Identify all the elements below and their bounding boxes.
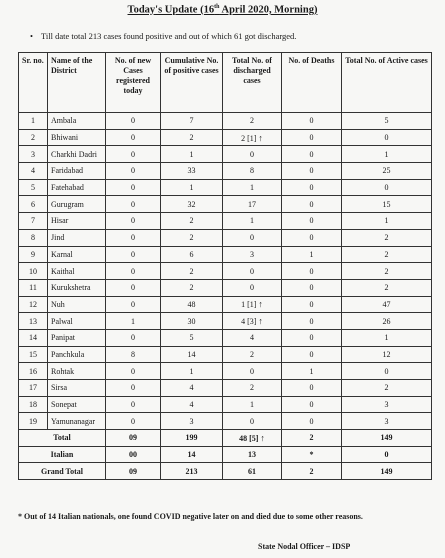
up-arrow-icon: ↑ — [258, 316, 263, 327]
cell-district: Kaithal — [48, 263, 106, 280]
table-body — [19, 113, 432, 430]
cell-deaths: 0 — [282, 179, 342, 196]
table-row — [19, 346, 432, 363]
table-row — [19, 129, 432, 146]
italian-row — [19, 446, 432, 463]
cell-active: 2 — [342, 279, 432, 296]
cell-deaths: 0 — [282, 263, 342, 280]
table-row — [19, 363, 432, 380]
cell-sr: 14 — [19, 329, 48, 346]
cell-active: 25 — [342, 163, 432, 180]
cell-discharged: 48 [5] ↑ — [223, 430, 282, 447]
cell-cumulative: 5 — [161, 329, 223, 346]
table-row — [19, 380, 432, 397]
up-arrow-icon: ↑ — [258, 299, 263, 310]
cell-district: Yamunanagar — [48, 413, 106, 430]
table-row — [19, 179, 432, 196]
cell-active: 2 — [342, 246, 432, 263]
column-header: Name of the District — [48, 53, 106, 113]
table-row — [19, 413, 432, 430]
cell-active: 0 — [342, 363, 432, 380]
table-row — [19, 246, 432, 263]
cell-discharged: 4 [3] ↑ — [223, 313, 282, 330]
row-label: Italian — [19, 446, 106, 463]
cell-deaths: 0 — [282, 229, 342, 246]
cell-district: Faridabad — [48, 163, 106, 180]
table-row — [19, 296, 432, 313]
column-header: Cumulative No. of positive cases — [161, 53, 223, 113]
cell-deaths: 2 — [282, 463, 342, 480]
cell-deaths: * — [282, 446, 342, 463]
cell-new: 0 — [106, 413, 161, 430]
cell-new: 0 — [106, 296, 161, 313]
cell-district: Rohtak — [48, 363, 106, 380]
cell-district: Panipat — [48, 329, 106, 346]
cell-district: Sonepat — [48, 396, 106, 413]
cell-sr: 17 — [19, 380, 48, 397]
cell-new: 09 — [106, 430, 161, 447]
cell-cumulative: 14 — [161, 446, 223, 463]
cell-cumulative: 3 — [161, 413, 223, 430]
cell-active: 2 — [342, 229, 432, 246]
cell-active: 1 — [342, 146, 432, 163]
cell-deaths: 0 — [282, 129, 342, 146]
cell-discharged: 0 — [223, 363, 282, 380]
table-row — [19, 163, 432, 180]
cell-sr: 19 — [19, 413, 48, 430]
cell-deaths: 0 — [282, 213, 342, 230]
table-row — [19, 329, 432, 346]
column-header: Sr. no. — [19, 53, 48, 113]
cell-active: 2 — [342, 380, 432, 397]
cell-new: 0 — [106, 163, 161, 180]
cell-district: Panchkula — [48, 346, 106, 363]
cell-discharged: 1 [1] ↑ — [223, 296, 282, 313]
cell-new: 0 — [106, 279, 161, 296]
cell-discharged: 61 — [223, 463, 282, 480]
cell-deaths: 0 — [282, 329, 342, 346]
cell-new: 0 — [106, 263, 161, 280]
cell-new: 0 — [106, 196, 161, 213]
cell-cumulative: 2 — [161, 263, 223, 280]
cell-cumulative: 2 — [161, 213, 223, 230]
cell-active: 0 — [342, 129, 432, 146]
cell-cumulative: 6 — [161, 246, 223, 263]
cell-new: 0 — [106, 329, 161, 346]
cell-deaths: 0 — [282, 413, 342, 430]
cell-active: 149 — [342, 430, 432, 447]
column-header: No. of new Cases registered today — [106, 53, 161, 113]
signature: State Nodal Officer – IDSP — [258, 542, 351, 551]
cell-discharged: 17 — [223, 196, 282, 213]
cell-sr: 18 — [19, 396, 48, 413]
cell-active: 3 — [342, 413, 432, 430]
cell-deaths: 0 — [282, 113, 342, 130]
cell-active: 5 — [342, 113, 432, 130]
cell-district: Nuh — [48, 296, 106, 313]
row-label: Grand Total — [19, 463, 106, 480]
cell-cumulative: 4 — [161, 380, 223, 397]
table-row — [19, 279, 432, 296]
cell-sr: 12 — [19, 296, 48, 313]
cell-district: Ambala — [48, 113, 106, 130]
cell-new: 09 — [106, 463, 161, 480]
cell-cumulative: 7 — [161, 113, 223, 130]
cell-district: Fatehabad — [48, 179, 106, 196]
cell-new: 0 — [106, 213, 161, 230]
table-header-row — [19, 53, 432, 113]
cell-cumulative: 33 — [161, 163, 223, 180]
cell-deaths: 1 — [282, 246, 342, 263]
cell-district: Hisar — [48, 213, 106, 230]
cell-deaths: 2 — [282, 430, 342, 447]
cell-sr: 4 — [19, 163, 48, 180]
up-arrow-icon: ↑ — [260, 432, 265, 443]
cell-cumulative: 14 — [161, 346, 223, 363]
cell-new: 0 — [106, 113, 161, 130]
cell-deaths: 0 — [282, 380, 342, 397]
cell-sr: 9 — [19, 246, 48, 263]
cell-cumulative: 2 — [161, 279, 223, 296]
column-header: Total No. of discharged cases — [223, 53, 282, 113]
cell-new: 8 — [106, 346, 161, 363]
cell-cumulative: 1 — [161, 179, 223, 196]
cell-sr: 15 — [19, 346, 48, 363]
cell-deaths: 0 — [282, 396, 342, 413]
district-cases-table — [18, 52, 432, 480]
cell-cumulative: 213 — [161, 463, 223, 480]
column-header: No. of Deaths — [282, 53, 342, 113]
page-title: Today's Update (16th April 2020, Morning) — [127, 4, 318, 16]
cell-sr: 10 — [19, 263, 48, 280]
cell-new: 00 — [106, 446, 161, 463]
cell-deaths: 0 — [282, 196, 342, 213]
cell-discharged: 2 — [223, 113, 282, 130]
summary-bullet: • Till date total 213 cases found positive and out of which 61 got discharged. — [30, 31, 297, 41]
cell-cumulative: 2 — [161, 229, 223, 246]
up-arrow-icon: ↑ — [258, 132, 263, 143]
cell-district: Sirsa — [48, 380, 106, 397]
cell-cumulative: 199 — [161, 430, 223, 447]
cell-new: 0 — [106, 380, 161, 397]
cell-sr: 8 — [19, 229, 48, 246]
cell-district: Charkhi Dadri — [48, 146, 106, 163]
table-row — [19, 313, 432, 330]
cell-district: Palwal — [48, 313, 106, 330]
cell-active: 2 — [342, 263, 432, 280]
cell-new: 1 — [106, 313, 161, 330]
cell-active: 12 — [342, 346, 432, 363]
cell-district: Jind — [48, 229, 106, 246]
cell-deaths: 0 — [282, 313, 342, 330]
cell-deaths: 0 — [282, 146, 342, 163]
cell-new: 0 — [106, 179, 161, 196]
table-row — [19, 113, 432, 130]
cell-discharged: 2 — [223, 346, 282, 363]
table-row — [19, 229, 432, 246]
cell-sr: 1 — [19, 113, 48, 130]
cell-district: Kurukshetra — [48, 279, 106, 296]
cell-discharged: 4 — [223, 329, 282, 346]
cell-sr: 7 — [19, 213, 48, 230]
table-row — [19, 213, 432, 230]
grand-total-row — [19, 463, 432, 480]
table-row — [19, 146, 432, 163]
cell-sr: 6 — [19, 196, 48, 213]
cell-deaths: 0 — [282, 296, 342, 313]
cell-new: 0 — [106, 246, 161, 263]
cell-discharged: 0 — [223, 413, 282, 430]
cell-discharged: 1 — [223, 179, 282, 196]
cell-active: 0 — [342, 446, 432, 463]
cell-district: Gurugram — [48, 196, 106, 213]
cell-sr: 16 — [19, 363, 48, 380]
cell-discharged: 0 — [223, 229, 282, 246]
cell-active: 1 — [342, 213, 432, 230]
cell-active: 47 — [342, 296, 432, 313]
cell-discharged: 0 — [223, 146, 282, 163]
cell-district: Bhiwani — [48, 129, 106, 146]
bullet-icon: • — [30, 31, 33, 41]
cell-deaths: 0 — [282, 279, 342, 296]
cell-discharged: 0 — [223, 263, 282, 280]
cell-discharged: 2 — [223, 380, 282, 397]
footnote: * Out of 14 Italian nationals, one found COVID negative later on and died due to some other reasons. — [18, 512, 363, 521]
cell-new: 0 — [106, 129, 161, 146]
cell-sr: 5 — [19, 179, 48, 196]
cell-active: 15 — [342, 196, 432, 213]
cell-discharged: 1 — [223, 396, 282, 413]
cell-new: 0 — [106, 229, 161, 246]
cell-new: 0 — [106, 363, 161, 380]
column-header: Total No. of Active cases — [342, 53, 432, 113]
cell-new: 0 — [106, 396, 161, 413]
cell-sr: 2 — [19, 129, 48, 146]
cell-district: Karnal — [48, 246, 106, 263]
cell-sr: 13 — [19, 313, 48, 330]
cell-sr: 11 — [19, 279, 48, 296]
cell-cumulative: 30 — [161, 313, 223, 330]
cell-cumulative: 48 — [161, 296, 223, 313]
cell-cumulative: 1 — [161, 363, 223, 380]
cell-discharged: 13 — [223, 446, 282, 463]
cell-active: 1 — [342, 329, 432, 346]
cell-cumulative: 2 — [161, 129, 223, 146]
row-label: Total — [19, 430, 106, 447]
total-row — [19, 430, 432, 447]
table-row — [19, 196, 432, 213]
table-row — [19, 396, 432, 413]
cell-cumulative: 4 — [161, 396, 223, 413]
cell-active: 26 — [342, 313, 432, 330]
cell-cumulative: 32 — [161, 196, 223, 213]
cell-cumulative: 1 — [161, 146, 223, 163]
cell-active: 3 — [342, 396, 432, 413]
cell-deaths: 0 — [282, 163, 342, 180]
cell-deaths: 1 — [282, 363, 342, 380]
table-row — [19, 263, 432, 280]
cell-discharged: 0 — [223, 279, 282, 296]
cell-active: 0 — [342, 179, 432, 196]
cell-new: 0 — [106, 146, 161, 163]
cell-discharged: 3 — [223, 246, 282, 263]
cell-deaths: 0 — [282, 346, 342, 363]
cell-discharged: 1 — [223, 213, 282, 230]
cell-sr: 3 — [19, 146, 48, 163]
cell-active: 149 — [342, 463, 432, 480]
cell-discharged: 8 — [223, 163, 282, 180]
cell-discharged: 2 [1] ↑ — [223, 129, 282, 146]
